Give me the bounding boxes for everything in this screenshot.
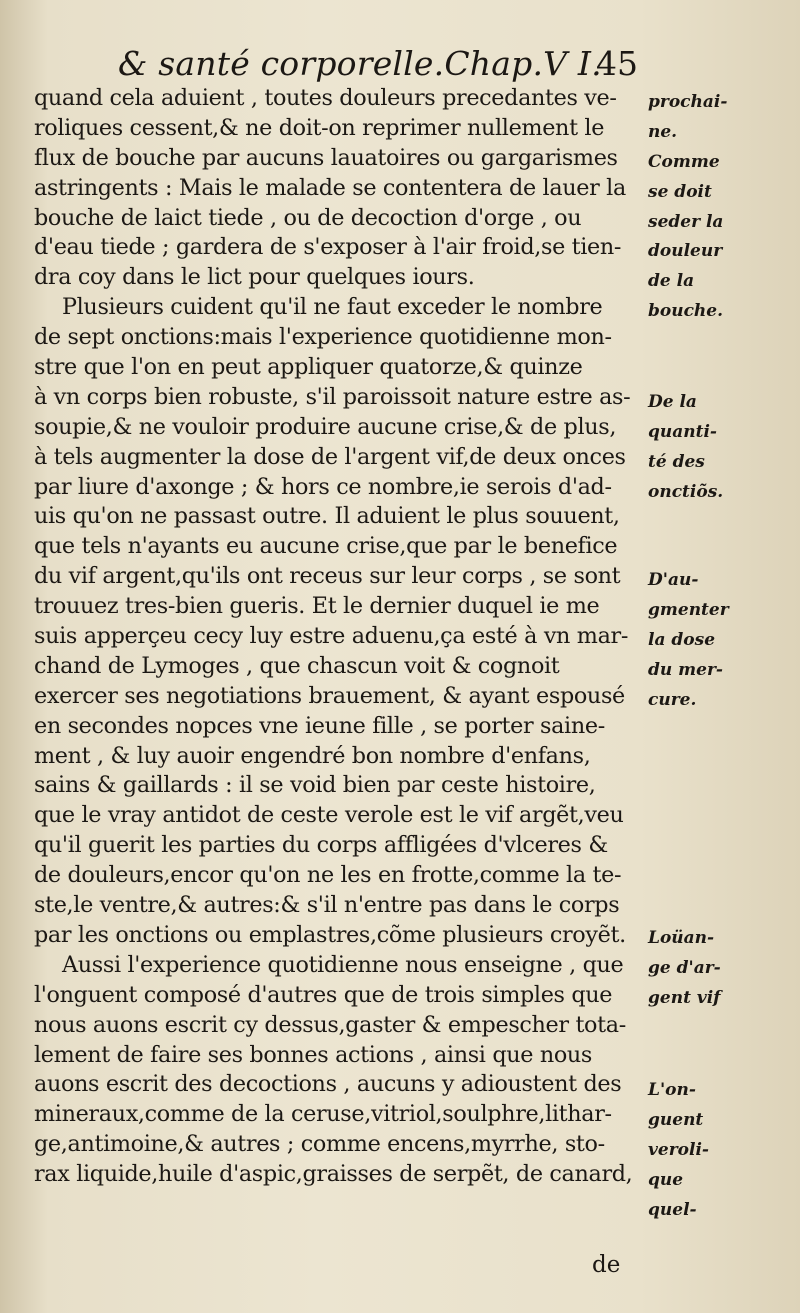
margin-note-line: De la — [648, 392, 697, 412]
margin-note-line: bouche. — [648, 301, 724, 322]
text-line: que tels n'ayants eu aucune crise,que par le benefice — [34, 533, 618, 560]
text-line: l'onguent composé d'autres que de trois simples que — [34, 981, 613, 1008]
text-line: soupie,& ne vouloir produire aucune crise,& de plus, — [34, 413, 617, 440]
catchword: de — [592, 1252, 621, 1278]
margin-note — [648, 924, 796, 1014]
text-line: trouuez tres-bien gueris. Et le dernier duquel ie me — [34, 593, 600, 620]
paragraph-start-line: Aussi l'experience quotidienne nous enseigne , que — [62, 951, 624, 978]
text-line: chand de Lymoges , que chascun voit & cognoit — [34, 652, 560, 679]
text-line: exercer ses negotiations brauement, & ayant espousé — [34, 682, 625, 709]
margin-note-line: gmenter — [648, 599, 729, 620]
margin-note — [648, 388, 796, 508]
text-line: ge,antimoine,& autres ; comme encens,myrrhe, sto- — [34, 1131, 605, 1158]
margin-note-line: de la — [648, 271, 695, 292]
paragraph-start-line: Plusieurs cuident qu'il ne faut exceder le nombre — [62, 294, 603, 321]
text-line: auons escrit des decoctions , aucuns y adioustent des — [34, 1071, 622, 1098]
text-line: flux de bouche par aucuns lauatoires ou gargarismes — [34, 144, 618, 171]
margin-note-line: ge d'ar- — [648, 957, 721, 978]
text-line: par les onctions ou emplastres,cõme plusieurs croyẽt. — [34, 921, 626, 948]
margin-note-line: quanti- — [648, 421, 717, 442]
margin-note-line: L'on- — [648, 1080, 696, 1100]
margin-note-line: se doit — [648, 181, 712, 202]
margin-note-line: prochai- — [648, 92, 728, 112]
margin-note-line: que — [648, 1169, 684, 1190]
text-line: sains & gaillards : il se void bien par ceste histoire, — [34, 772, 596, 799]
margin-note-line: douleur — [648, 241, 723, 262]
running-title: & santé corporelle.Chap.V I. — [118, 44, 602, 83]
margin-note-line: Comme — [648, 151, 720, 172]
margin-note-line: seder la — [648, 211, 724, 232]
margin-note-line: guent — [648, 1109, 704, 1130]
margin-note-line: Loüan- — [648, 928, 715, 948]
text-line: uis qu'on ne passast outre. Il aduient le plus souuent, — [34, 503, 620, 530]
margin-note-line: du mer- — [648, 659, 723, 680]
text-line: qu'il guerit les parties du corps affligées d'vlceres & — [34, 832, 608, 859]
text-line: de douleurs,encor qu'on ne les en frotte,comme la te- — [34, 862, 622, 889]
text-line: ment , & luy auoir engendré bon nombre d'enfans, — [34, 742, 591, 769]
margin-note-line: gent vif — [648, 987, 721, 1008]
text-line: suis apperçeu cecy luy estre aduenu,ça esté à vn mar- — [34, 623, 629, 650]
text-line: astringents : Mais le malade se contentera de lauer la — [34, 174, 626, 201]
text-line: par liure d'axonge ; & hors ce nombre,ie serois d'ad- — [34, 473, 612, 500]
margin-note — [648, 1076, 796, 1225]
margin-note-line: té des — [648, 451, 705, 472]
page-number: 45 — [596, 44, 638, 83]
text-line: stre que l'on en peut appliquer quatorze,& quinze — [34, 354, 583, 381]
text-line: en secondes nopces vne ieune fille , se porter saine- — [34, 712, 605, 739]
margin-note — [648, 566, 796, 715]
margin-note-line: onctiõs. — [648, 481, 724, 502]
margin-note-line: la dose — [648, 629, 716, 650]
text-line: à vn corps bien robuste, s'il paroissoit nature estre as- — [34, 383, 631, 410]
margin-note-line: cure. — [648, 689, 697, 710]
margin-note-line: veroli- — [648, 1139, 709, 1160]
text-line: nous auons escrit cy dessus,gaster & empescher tota- — [34, 1011, 626, 1038]
text-line: de sept onctions:mais l'experience quotidienne mon- — [34, 324, 612, 351]
body-text — [34, 84, 638, 1190]
text-line: dra coy dans le lict pour quelques iours. — [34, 264, 475, 291]
margin-note-line: D'au- — [648, 570, 699, 590]
text-line: à tels augmenter la dose de l'argent vif,de deux onces — [34, 443, 626, 470]
margin-note-line: quel- — [648, 1199, 697, 1220]
text-line: quand cela aduient , toutes douleurs precedantes ve- — [34, 85, 617, 111]
text-line: roliques cessent,& ne doit-on reprimer nullement le — [34, 114, 605, 141]
text-line: lement de faire ses bonnes actions , ainsi que nous — [34, 1041, 593, 1068]
text-line: mineraux,comme de la ceruse,vitriol,soulphre,lithar- — [34, 1101, 612, 1128]
text-line: du vif argent,qu'ils ont receus sur leur corps , se sont — [34, 563, 621, 590]
text-line: ste,le ventre,& autres:& s'il n'entre pas dans le corps — [34, 892, 620, 919]
text-line: bouche de laict tiede , ou de decoction d'orge , ou — [34, 204, 582, 231]
text-line: rax liquide,huile d'aspic,graisses de serpẽt, de canard, — [34, 1161, 633, 1188]
margin-note-line: ne. — [648, 121, 678, 142]
text-line: d'eau tiede ; gardera de s'exposer à l'air froid,se tien- — [34, 234, 622, 261]
margin-note — [648, 88, 796, 327]
text-line: que le vray antidot de ceste verole est le vif argẽt,veu — [34, 802, 624, 829]
